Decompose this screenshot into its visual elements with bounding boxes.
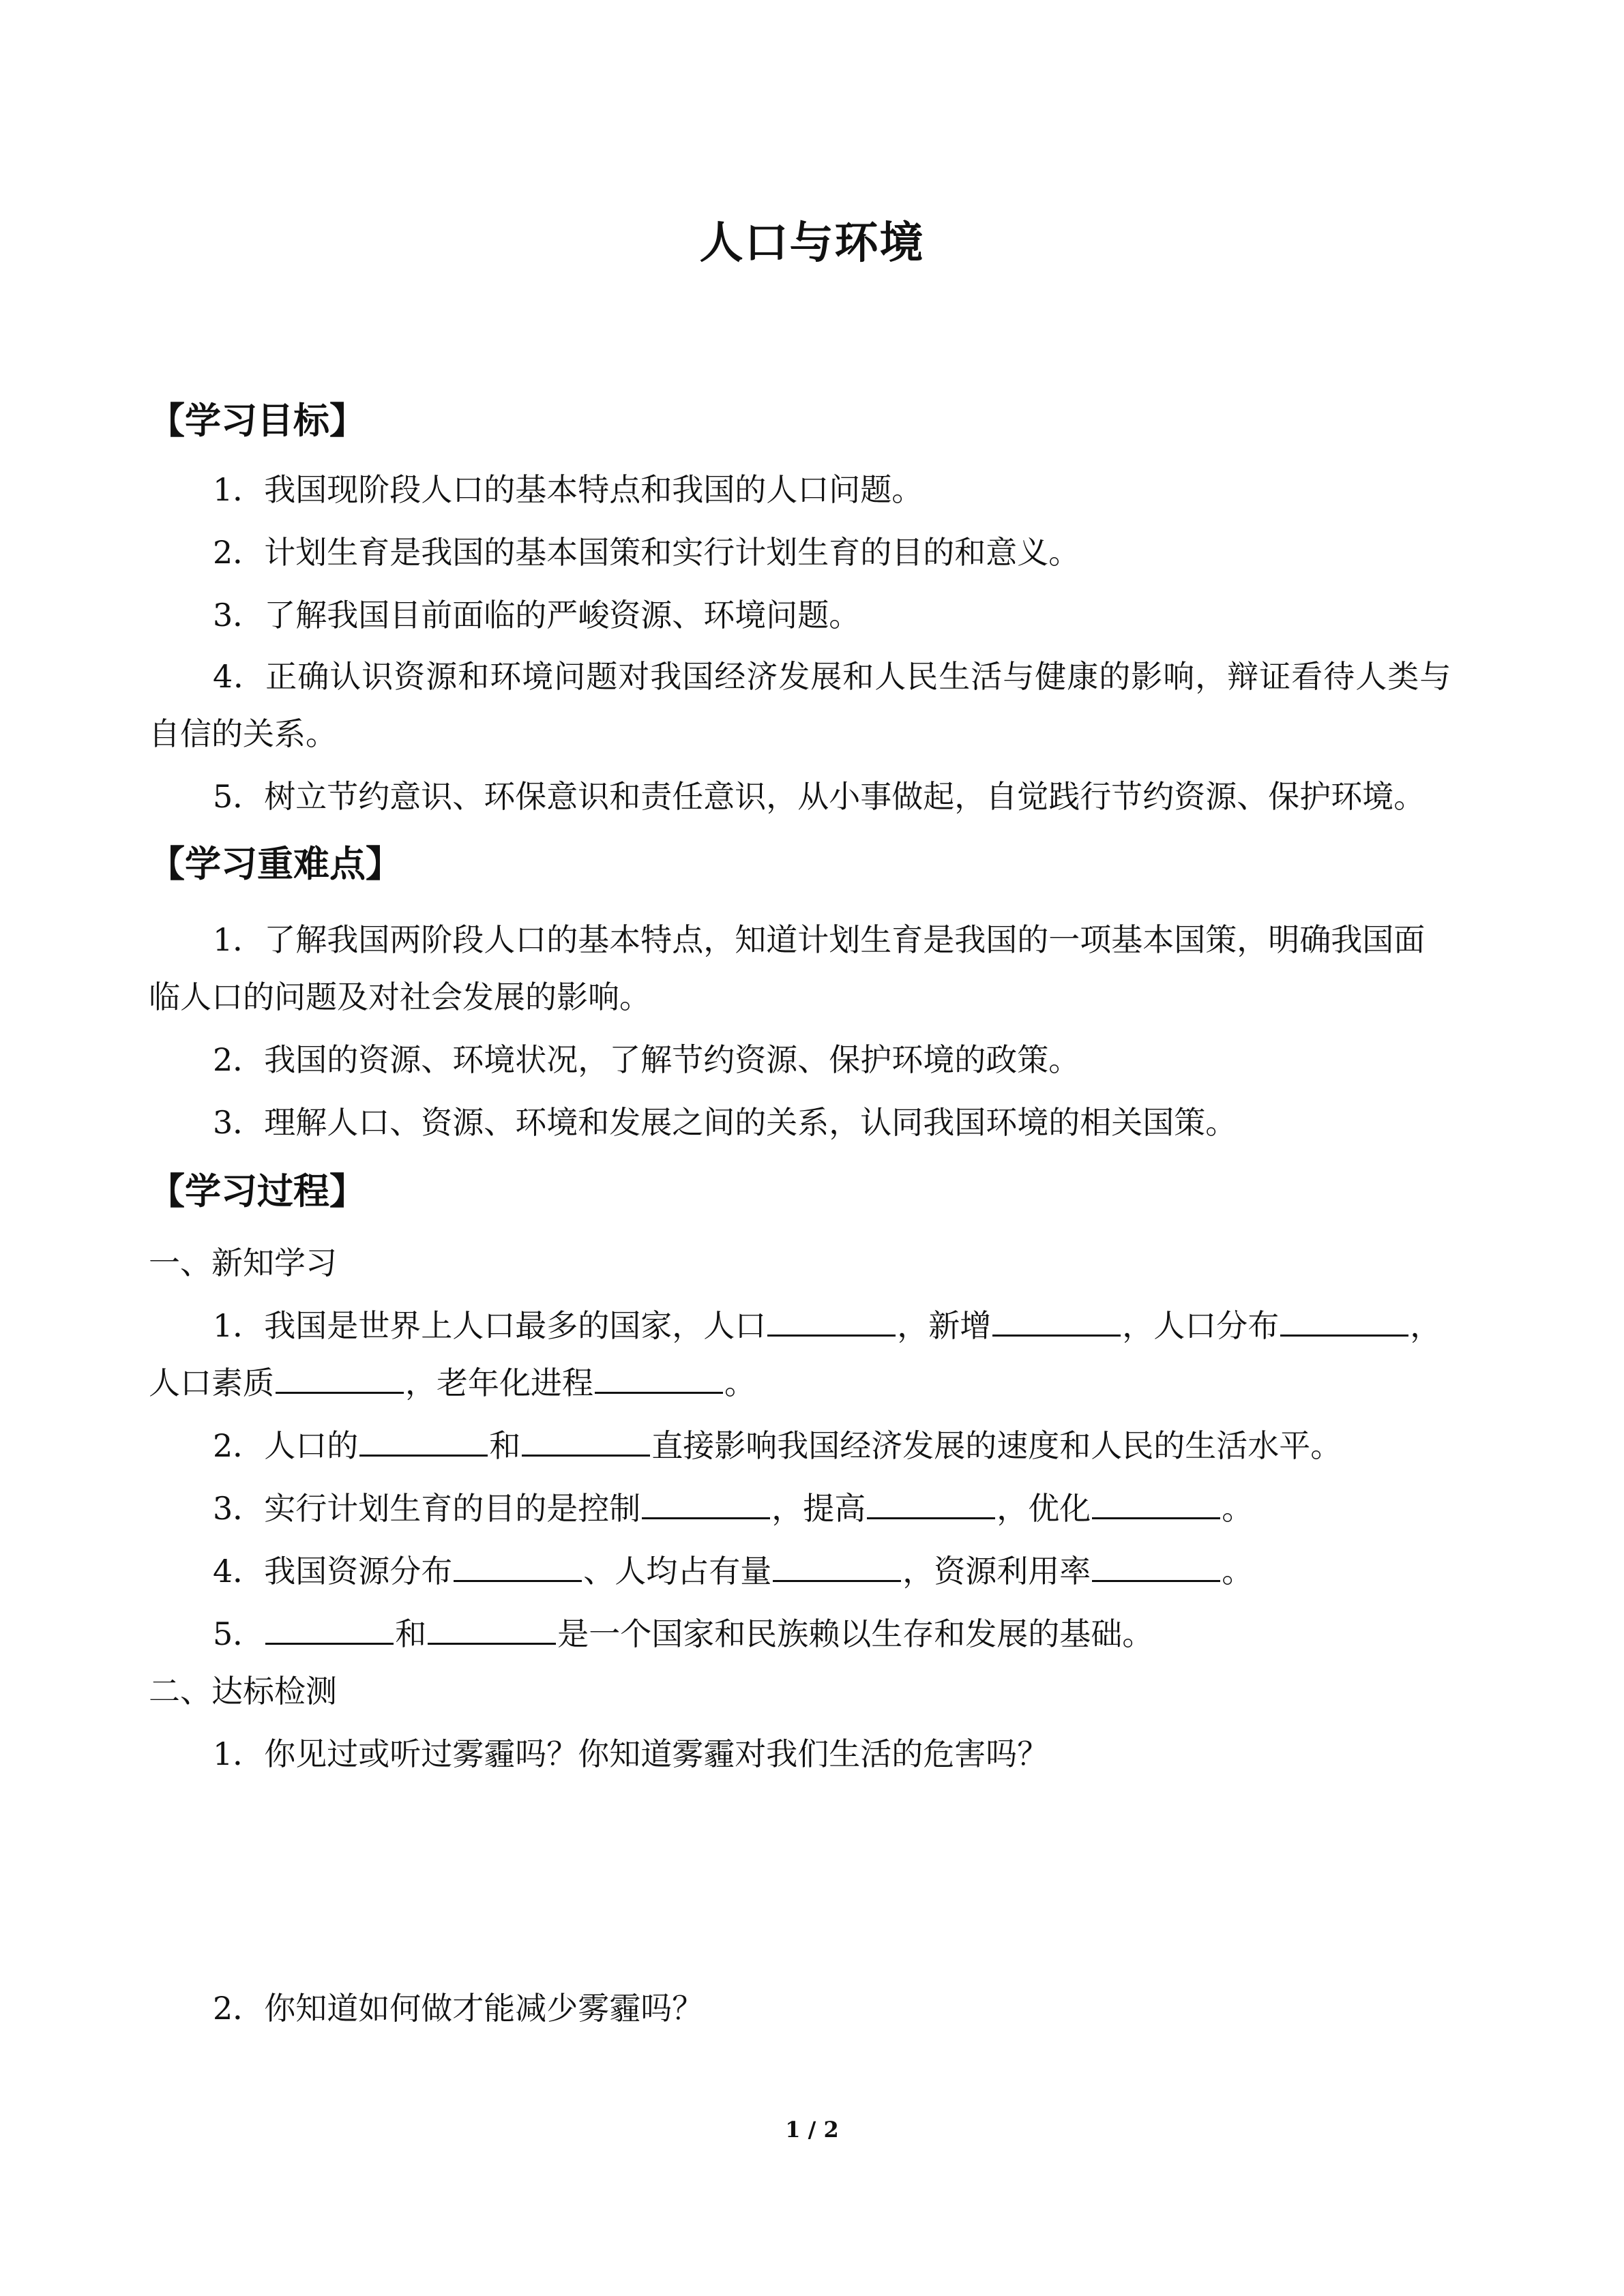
q2-blank-1[interactable]: [359, 1427, 488, 1457]
section-assessment: 二、达标检测: [149, 1673, 337, 1710]
objective-item-2: 2．计划生育是我国的基本国策和实行计划生育的目的和意义。: [213, 534, 1080, 571]
q4-text-b: 、人均占有量: [583, 1553, 772, 1590]
objective-item-3: 3．了解我国目前面临的严峻资源、环境问题。: [213, 597, 861, 633]
page-number: 1 / 2: [785, 2117, 839, 2143]
objective-item-4: 4．正确认识资源和环境问题对我国经济发展和人民生活与健康的影响，辩证看待人类与: [213, 658, 1452, 695]
q5-blank-1[interactable]: [265, 1615, 394, 1645]
q2-text-b: 和: [489, 1427, 521, 1464]
q5-text-c: 是一个国家和民族赖以生存和发展的基础。: [557, 1615, 1154, 1652]
q3-text-b: ，提高: [771, 1490, 866, 1527]
q5-blank-2[interactable]: [428, 1615, 556, 1645]
q5-text-b: 和: [395, 1615, 427, 1652]
q1-text-c: ，人口分布: [1122, 1307, 1280, 1344]
fill-question-1: [213, 1305, 1441, 1346]
q2-blank-2[interactable]: [522, 1427, 650, 1457]
key-points-heading: 【学习重难点】: [149, 843, 402, 885]
fill-question-1-cont: [149, 1362, 756, 1403]
section-new-knowledge: 一、新知学习: [149, 1244, 337, 1281]
q3-text-a: 3．实行计划生育的目的是控制: [213, 1490, 641, 1527]
q3-text-c: ，优化: [996, 1490, 1091, 1527]
key-point-item-1-cont: 临人口的问题及对社会发展的影响。: [149, 979, 651, 1015]
q1-text-g: 。: [724, 1365, 756, 1401]
q4-text-d: 。: [1222, 1553, 1254, 1590]
q4-blank-2[interactable]: [773, 1553, 901, 1582]
q5-text-a: 5．: [213, 1615, 265, 1652]
q1-text-b: ，新增: [897, 1307, 992, 1344]
fill-question-2: [213, 1425, 1342, 1466]
key-point-item-2: 2．我国的资源、环境状况，了解节约资源、保护环境的政策。: [213, 1041, 1080, 1078]
q4-blank-1[interactable]: [454, 1553, 582, 1582]
q3-blank-1[interactable]: [642, 1490, 770, 1519]
fill-question-5: [213, 1613, 1153, 1654]
test-question-2: 2．你知道如何做才能减少雾霾吗？: [213, 1990, 704, 2027]
q4-blank-3[interactable]: [1092, 1553, 1220, 1582]
objective-item-1: 1．我国现阶段人口的基本特点和我国的人口问题。: [213, 471, 924, 508]
objective-item-5: 5．树立节约意识、环保意识和责任意识，从小事做起，自觉践行节约资源、保护环境。: [213, 778, 1426, 815]
fill-question-3: [213, 1488, 1253, 1529]
q1-blank-4[interactable]: [276, 1365, 404, 1394]
q1-text-d: ，: [1410, 1307, 1442, 1344]
q1-blank-1[interactable]: [767, 1307, 896, 1337]
process-heading: 【学习过程】: [149, 1170, 366, 1212]
q3-text-d: 。: [1222, 1490, 1254, 1527]
q4-text-a: 4．我国资源分布: [213, 1553, 453, 1590]
fill-question-4: [213, 1551, 1253, 1592]
objective-item-4-cont: 自信的关系。: [149, 715, 337, 752]
q1-text-e: 人口素质: [149, 1365, 274, 1401]
q1-blank-5[interactable]: [595, 1365, 723, 1394]
q2-text-c: 直接影响我国经济发展的速度和人民的生活水平。: [651, 1427, 1342, 1464]
objectives-heading: 【学习目标】: [149, 400, 366, 442]
q2-text-a: 2．人口的: [213, 1427, 359, 1464]
q1-blank-2[interactable]: [992, 1307, 1121, 1337]
page-title: 人口与环境: [699, 218, 925, 269]
key-point-item-1: 1．了解我国两阶段人口的基本特点，知道计划生育是我国的一项基本国策，明确我国面: [213, 921, 1426, 958]
q4-text-c: ，资源利用率: [902, 1553, 1091, 1590]
q3-blank-3[interactable]: [1092, 1490, 1220, 1519]
test-question-1: 1．你见过或听过雾霾吗？你知道雾霾对我们生活的危害吗？: [213, 1735, 1049, 1772]
q3-blank-2[interactable]: [867, 1490, 995, 1519]
q1-text-a: 1．我国是世界上人口最多的国家，人口: [213, 1307, 767, 1344]
q1-blank-3[interactable]: [1280, 1307, 1408, 1337]
q1-text-f: ，老年化进程: [405, 1365, 593, 1401]
key-point-item-3: 3．理解人口、资源、环境和发展之间的关系，认同我国环境的相关国策。: [213, 1104, 1237, 1141]
